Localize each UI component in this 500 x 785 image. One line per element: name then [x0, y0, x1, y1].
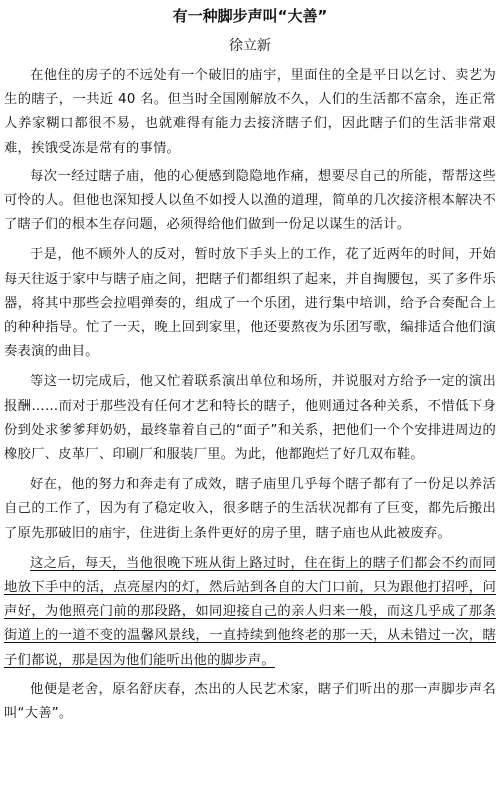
paragraph-1: 在他住的房子的不远处有一个破旧的庙宇，里面住的全是平日以乞讨、卖艺为生的瞎子，一共近 40 名。但当时全国刚解放不久，人们的生活都不富余，连正常人养家糊口都很不易，也就难得有能力去接济瞎子们，因此瞎子们的生活非常艰难，挨饿受冻是常有的事情。 — [4, 68, 496, 156]
article-title: 有一种脚步声叫“大善” — [172, 7, 328, 25]
paragraph-6-underlined: 这之后，每天，当他很晚下班从街上路过时，住在街上的瞎子们都会不约而同地放下手中的活，点亮屋内的灯，然后站到各自的大门口前，只为跟他打招呼，问声好，为他照亮门前的那段路，如同迎接自己的亲人归来一般，而这几乎成了那条街道上的一道不变的温馨风景线，一直持续到他终老的那一天，从未错过一次，瞎子们都说，那是因为他们能听出他的脚步声。 — [4, 555, 496, 668]
paragraph-7: 他便是老舍，原名舒庆春，杰出的人民艺术家，瞎子们听出的那一声脚步声名叫“大善”。 — [4, 681, 496, 722]
paragraph-2: 每次一经过瞎子庙，他的心便感到隐隐地作痛，想要尽自己的所能，帮帮这些可怜的人。但他也深知授人以鱼不如授人以渔的道理，简单的几次接济根本解决不了瞎子们的根本生存问题，必须得给他们做到一份足以谋生的活计。 — [4, 168, 496, 233]
paragraph-3: 于是，他不顾外人的反对，暂时放下手头上的工作，花了近两年的时间，开始每天往返于家中与瞎子庙之间，把瞎子们都组织了起来，并自掏腰包，买了多件乐器，将其中那些会拉唱弹奏的，组成了一个乐团，进行集中培训，给予合奏配合上的种种指导。忙了一天，晚上回到家里，他还要熬夜为乐团写歌，编排适合他们演奏表演的曲目。 — [4, 247, 496, 360]
paragraph-5: 好在，他的努力和奔走有了成效，瞎子庙里几乎每个瞎子都有了一份足以养活自己的工作了，因为有了稳定收入，很多瞎子的生活状况都有了巨变，都先后搬出了原先那破旧的庙宇，住进街上条件更好的房子里，瞎子庙也从此被废弃。 — [4, 477, 496, 541]
paragraph-4: 等这一切完成后，他又忙着联系演出单位和场所，并说服对方给予一定的演出报酬……而对于那些没有任何才艺和特长的瞎子，他则通过各种关系，不惜低下身份到处求爹爹拜奶奶，最终靠着自己的“面子”和关系，把他们一个个安排进周边的橡胶厂、皮革厂、印刷厂和服装厂里。为此，他都跑烂了好几双布鞋。 — [4, 374, 496, 463]
article-body — [0, 64, 500, 726]
article-author: 徐立新 — [229, 38, 271, 54]
